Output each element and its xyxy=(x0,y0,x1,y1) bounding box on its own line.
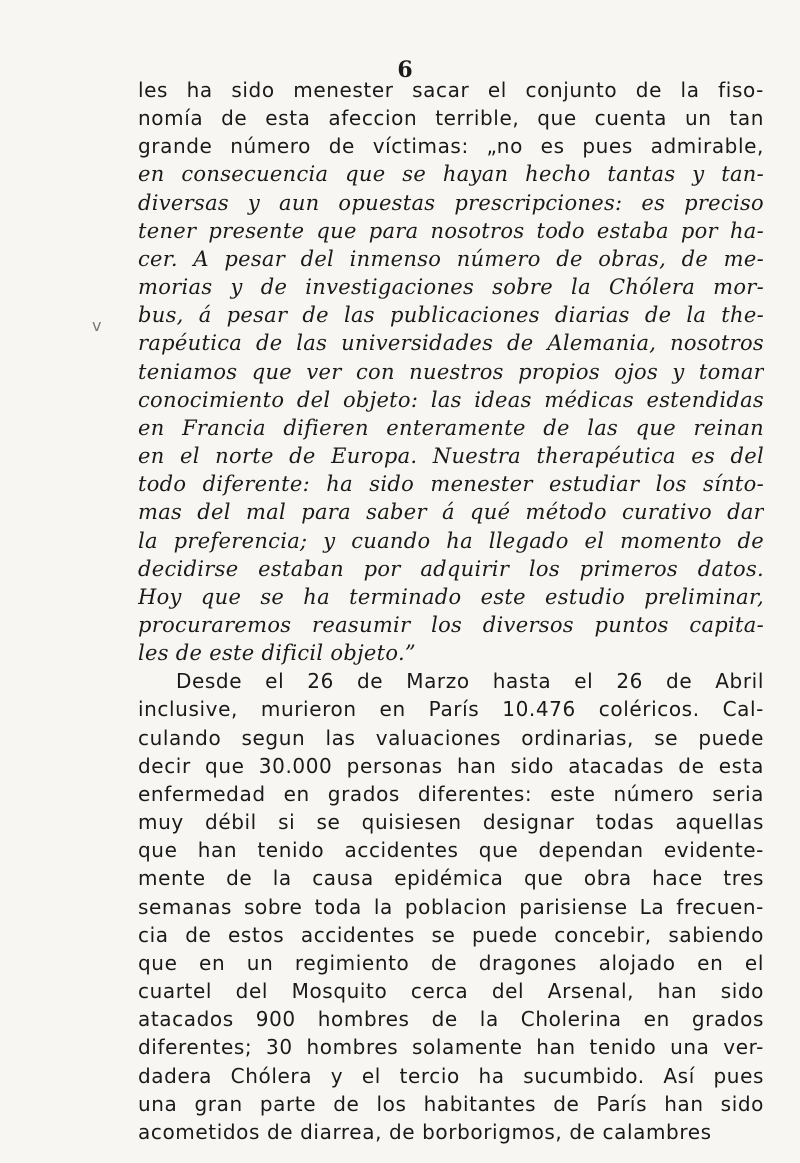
text-line: diferentes; 30 hombres solamente han tenido una ver- xyxy=(138,1035,764,1059)
text-line: en Francia difieren enteramente de las que reinan xyxy=(138,416,764,440)
text-line: grande número de víctimas: „no es pues admirable, xyxy=(138,134,764,158)
text-line: les de este dificil objeto.” xyxy=(138,641,416,665)
text-line: bus, á pesar de las publicaciones diarias de la the- xyxy=(138,303,764,327)
text-line: morias y de investigaciones sobre la Chólera mor- xyxy=(138,275,764,299)
text-line: culando segun las valuaciones ordinarias, se puede xyxy=(138,726,764,750)
text-line: cia de estos accidentes se puede concebir, sabiendo xyxy=(138,923,764,947)
text-line: procuraremos reasumir los diversos puntos capita- xyxy=(138,613,764,637)
text-line: atacados 900 hombres de la Cholerina en grados xyxy=(138,1007,764,1031)
text-line: teniamos que ver con nuestros propios ojos y tomar xyxy=(138,360,764,384)
text-line: nomía de esta afeccion terrible, que cuenta un tan xyxy=(138,106,764,130)
text-line: cuartel del Mosquito cerca del Arsenal, han sido xyxy=(138,979,764,1003)
text-line: la preferencia; y cuando ha llegado el momento de xyxy=(138,529,764,553)
text-line: dadera Chólera y el tercio ha sucumbido. Así pues xyxy=(138,1064,764,1088)
text-line: acometidos de diarrea, de borborigmos, de calambres xyxy=(138,1120,712,1144)
text-line: cer. A pesar del inmenso número de obras, de me- xyxy=(138,247,764,271)
text-line: les ha sido menester sacar el conjunto de la fiso- xyxy=(138,78,764,102)
page-number: 6 xyxy=(397,57,413,83)
text-line: inclusive, murieron en París 10.476 coléricos. Cal- xyxy=(138,697,764,721)
text-line: que en un regimiento de dragones alojado en el xyxy=(138,951,764,975)
text-line: enfermedad en grados diferentes: este número seria xyxy=(138,782,764,806)
text-line: diversas y aun opuestas prescripciones: es preciso xyxy=(138,191,764,215)
text-line: tener presente que para nosotros todo estaba por ha- xyxy=(138,219,764,243)
text-line: mente de la causa epidémica que obra hace tres xyxy=(138,866,764,890)
text-line: muy débil si se quisiesen designar todas aquellas xyxy=(138,810,764,834)
text-line: semanas sobre toda la poblacion parisiense La frecuen- xyxy=(138,895,764,919)
text-line: rapéutica de las universidades de Alemania, nosotros xyxy=(138,331,764,355)
text-line: Hoy que se ha terminado este estudio preliminar, xyxy=(138,585,764,609)
text-line: que han tenido accidentes que dependan evidente- xyxy=(138,838,764,862)
text-line: en el norte de Europa. Nuestra therapéutica es del xyxy=(138,444,764,468)
text-line: decidirse estaban por adquirir los primeros datos. xyxy=(138,557,764,581)
text-line: decir que 30.000 personas han sido atacadas de esta xyxy=(138,754,764,778)
text-line: todo diferente: ha sido menester estudiar los sínto- xyxy=(138,472,764,496)
text-line: una gran parte de los habitantes de París han sido xyxy=(138,1092,764,1116)
text-line: Desde el 26 de Marzo hasta el 26 de Abril xyxy=(176,669,764,693)
text-line: mas del mal para saber á qué método curativo dar xyxy=(138,500,764,524)
text-line: conocimiento del objeto: las ideas médicas estendidas xyxy=(138,388,764,412)
text-line: en consecuencia que se hayan hecho tantas y tan- xyxy=(138,162,764,186)
margin-mark: v xyxy=(92,316,102,335)
